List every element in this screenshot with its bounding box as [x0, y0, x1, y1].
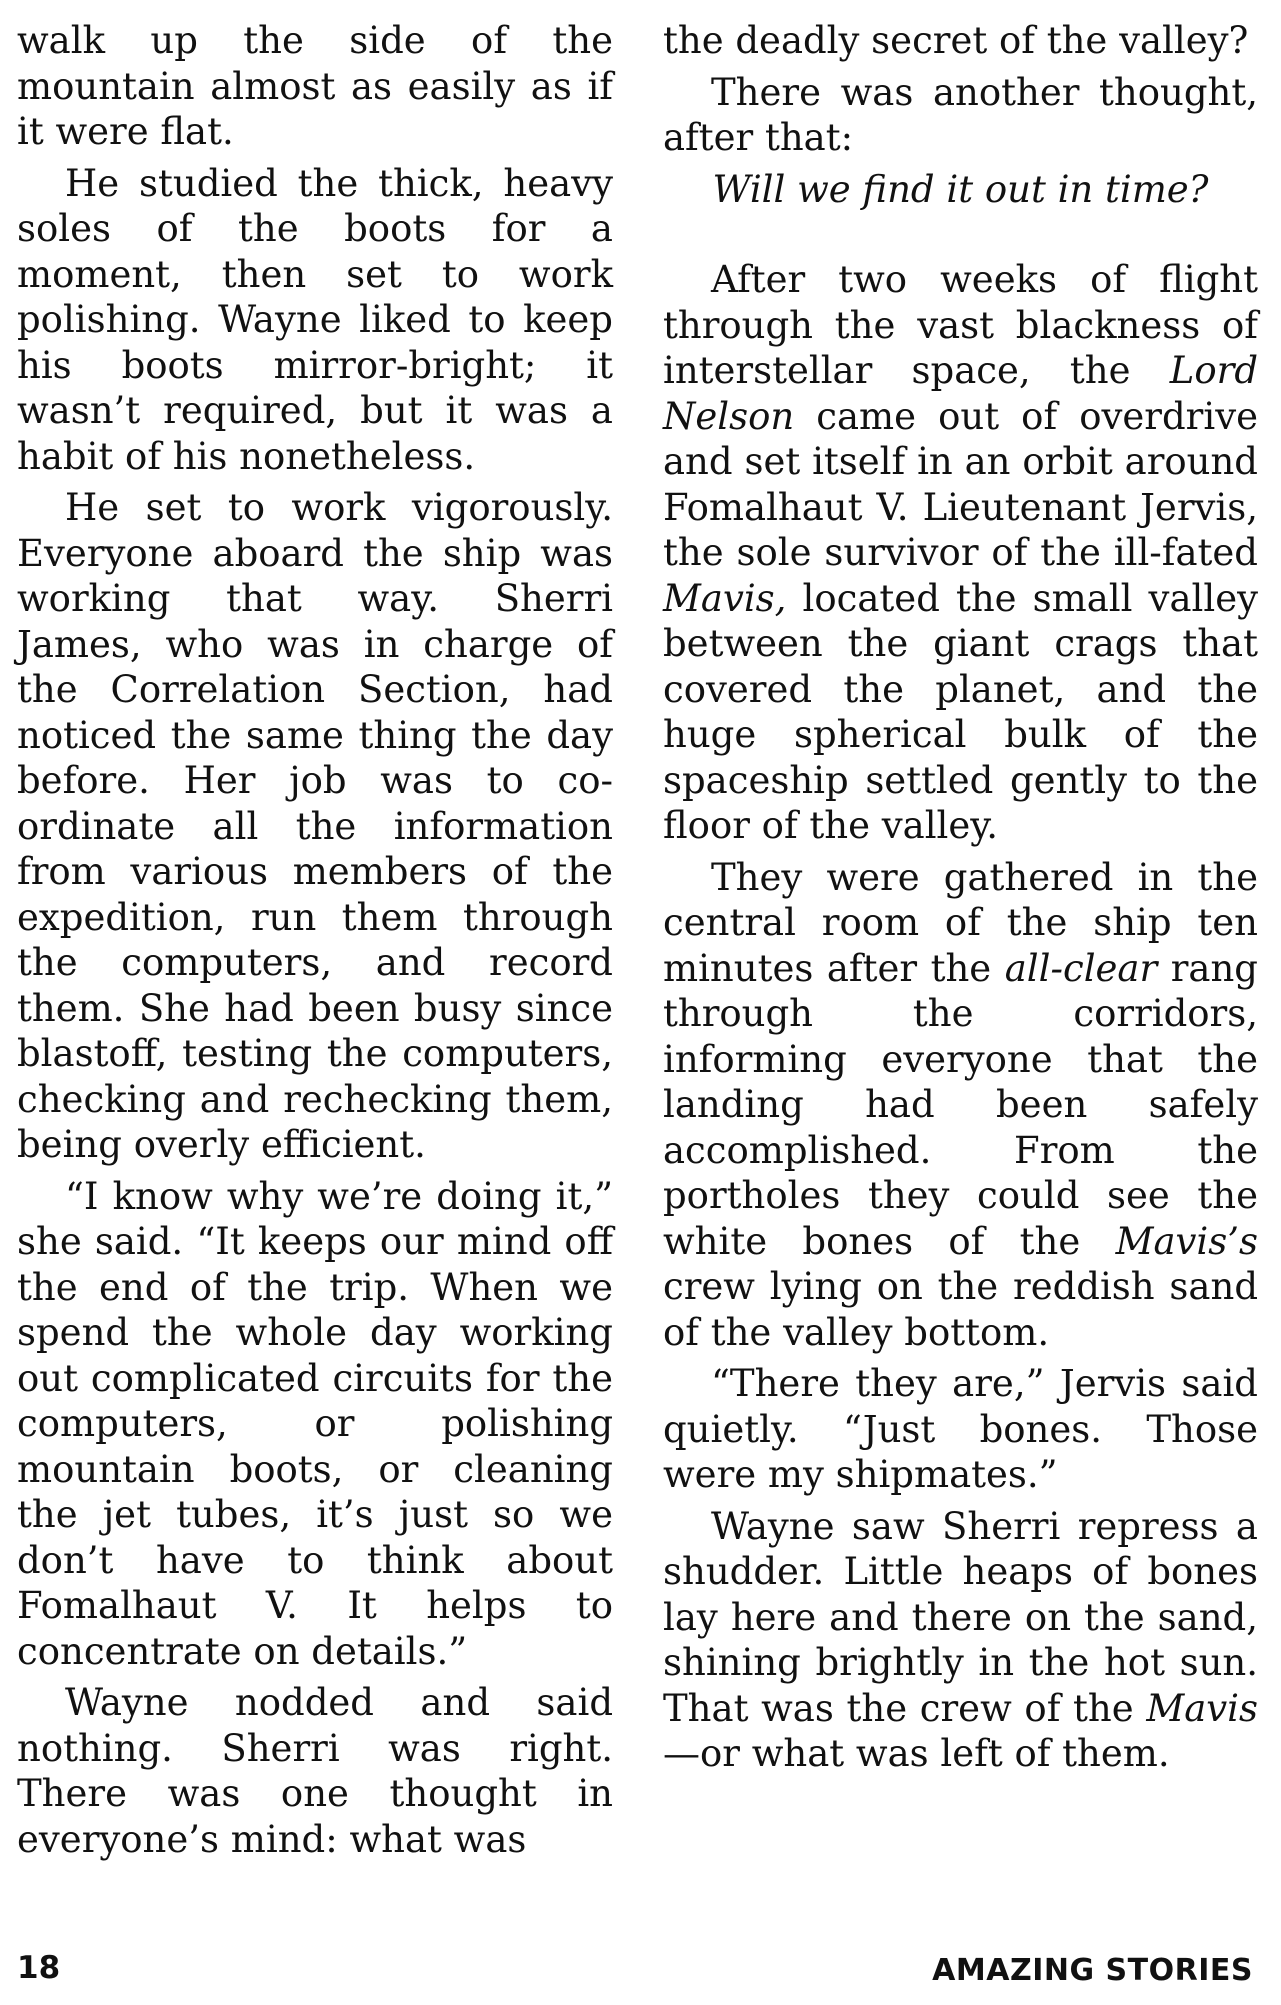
text-run: —or what was left of them. [663, 1732, 1170, 1775]
text-run: “I know why we’re doing it,” she said. “It keeps our mind off the end of the trip. When we spend the whole day working out complicated circuits for the computers, or polishing mountain boots, or cleaning the jet tubes, it’s just so we don’t have to think about Fomalhaut V. It helps to concentrate on details.” [17, 1174, 613, 1673]
italic-text-run: Lord Nelson [663, 349, 1258, 438]
text-run: Wayne saw Sherri repress a shudder. Little heaps of bones lay here and there on the sand, shining brightly in the hot sun. That was the crew of the [663, 1504, 1258, 1730]
magazine-title: AMAZING STORIES [932, 1953, 1253, 1988]
left-column [17, 18, 613, 1868]
paragraph [17, 18, 613, 155]
text-run: Wayne nodded and said nothing. Sherri was right. There was one thought in everyone’s mind: what was [17, 1681, 613, 1861]
text-run: After two weeks of flight through the vast blackness of interstellar space, the [663, 258, 1258, 392]
paragraph [663, 257, 1258, 849]
italic-text-run: Will we find it out in time? [712, 167, 1209, 211]
text-run: They were gathered in the central room of the ship ten minutes after the [663, 855, 1258, 990]
right-column [663, 18, 1258, 1783]
text-run: the deadly secret of the valley? [663, 19, 1249, 62]
paragraph [17, 1680, 613, 1862]
italic-text-run: Mavis, [663, 576, 787, 620]
paragraph [17, 161, 613, 480]
text-run: He set to work vigorously. Everyone aboard the ship was working that way. Sherri James, who was in charge of the Correlation Section, had noticed the same thing the day before. Her job was to co-ordinate all the information from various members of the expedition, run them through the computers, and record them. She had been busy since blastoff, testing the computers, checking and rechecking them, being overly efficient. [17, 486, 613, 1166]
paragraph [663, 1504, 1258, 1777]
paragraph [663, 1361, 1258, 1498]
text-run: “There they are,” Jervis said quietly. “Just bones. Those were my shipmates.” [663, 1362, 1258, 1496]
paragraph [17, 485, 613, 1168]
paragraph [663, 855, 1258, 1356]
text-run: rang through the corridors, informing everyone that the landing had been safely accomplished. From the portholes they could see the white bones of the [663, 946, 1258, 1263]
text-run: located the small valley between the giant crags that covered the planet, and the huge spherical bulk of the spaceship settled gently to the floor of the valley. [663, 576, 1258, 847]
paragraph [17, 1174, 613, 1675]
text-run: He studied the thick, heavy soles of the boots for a moment, then set to work polishing. Wayne liked to keep his boots mirror-bright; it wasn’t required, but it was a habit of his nonetheless. [17, 161, 613, 478]
paragraph [663, 70, 1258, 161]
text-run: came out of overdrive and set itself in an orbit around Fomalhaut V. Lieutenant Jervis, the sole survivor of the ill-fated [663, 394, 1258, 574]
paragraph-italic-thought [663, 167, 1258, 213]
text-run: walk up the side of the mountain almost as easily as if it were flat. [17, 19, 613, 153]
paragraph [663, 18, 1258, 64]
italic-text-run: Mavis [1146, 1686, 1258, 1730]
text-run: There was another thought, after that: [663, 70, 1258, 159]
text-run: crew lying on the reddish sand of the valley bottom. [663, 1265, 1258, 1354]
page-number: 18 [17, 1950, 61, 1986]
italic-text-run: all-clear [1004, 946, 1158, 990]
italic-text-run: Mavis’s [1115, 1219, 1258, 1263]
